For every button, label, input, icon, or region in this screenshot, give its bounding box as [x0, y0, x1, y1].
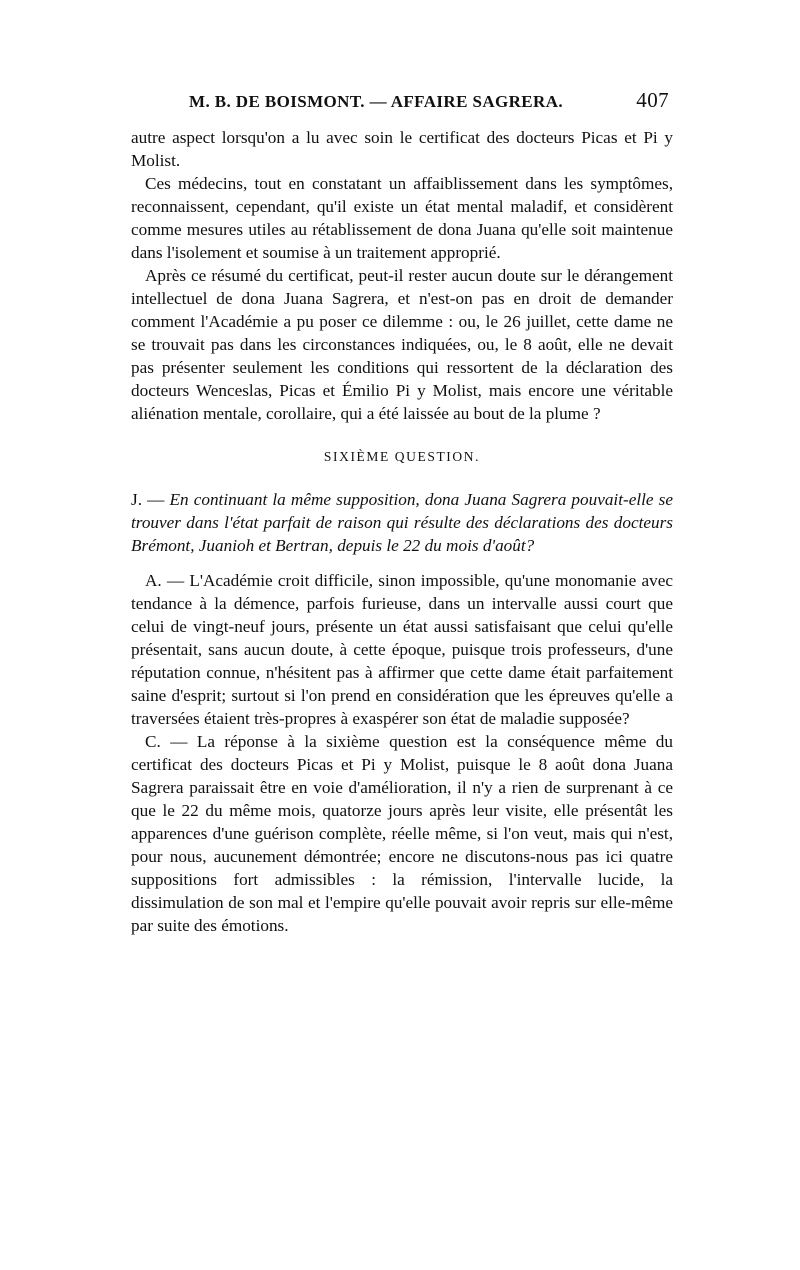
running-head — [131, 88, 673, 126]
question-paragraph — [131, 488, 673, 557]
paragraph-continued: autre aspect lorsqu'on a lu avec soin le certificat des docteurs Picas et Pi y Molist. — [131, 128, 673, 170]
section-heading: SIXIÈME QUESTION. — [323, 449, 481, 464]
answer-academy: A. — L'Académie croit difficile, sinon impossible, qu'une monomanie avec tendance à la démence, parfois furieuse, dans un intervalle aussi court que celui de vingt-neuf jours, présente un état aussi satisfaisant que celui qu'elle présentait, sans aucun doute, à cette époque, puisque trois professeurs, d'une réputation connue, n'hésitent pas à affirmer que cette dame était parfaitement saine d'esprit; surtout si l'on prend en considération que les épreuves qu'elle a traversées étaient très-propres à exaspérer son état de maladie supposée? — [131, 571, 673, 728]
question-label: J. — — [131, 490, 165, 509]
page-number: 407 — [636, 88, 669, 112]
spacer — [131, 557, 673, 569]
paragraph-dilemma: Après ce résumé du certificat, peut-il rester aucun doute sur le dérangement intellectuel de dona Juana Sagrera, et n'est-on pas en droit de demander comment l'Académie a pu poser ce dilemme : ou, le 26 juillet, cette dame ne se trouvait pas dans les circonstances indiquées, ou, le 8 août, elle ne devait pas présenter seulement les conditions qui ressortent de la déclaration des docteurs Wenceslas, Picas et Émilio Pi y Molist, mais encore une véritable aliénation mentale, corollaire, qui a été laissée au bout de la plume ? — [131, 266, 673, 423]
book-page — [131, 88, 673, 937]
paragraph-physicians: Ces médecins, tout en constatant un affaiblissement dans les symptômes, reconnaissent, cependant, qu'il existe un état mental maladif, et considèrent comme mesures utiles au rétablissement de dona Juana qu'elle soit maintenue dans l'isolement et soumise à un traitement approprié. — [131, 174, 673, 262]
question-text: En continuant la même supposition, dona Juana Sagrera pouvait-elle se trouver dans l'état parfait de raison qui résulte des déclarations des docteurs Brémont, Juanioh et Bertran, depuis le 22 du mois d'août? — [131, 490, 673, 555]
running-title: M. B. DE BOISMONT. — AFFAIRE SAGRERA. — [189, 92, 564, 111]
answer-commentary: C. — La réponse à la sixième question est la conséquence même du certificat des docteurs Picas et Pi y Molist, puisque le 8 août dona Juana Sagrera paraissait être en voie d'amélioration, il n'y a rien de surprenant à ce que le 22 du même mois, quatorze jours après leur visite, elle présentât les apparences d'une guérison complète, réelle même, si l'on veut, mais qui n'est, pour nous, aucunement démontrée; encore ne discutons-nous pas ici quatre suppositions fort admissibles : la rémission, l'intervalle lucide, la dissimulation de son mal et l'empire qu'elle pouvait avoir repris sur elle-même par suite des émotions. — [131, 732, 673, 935]
